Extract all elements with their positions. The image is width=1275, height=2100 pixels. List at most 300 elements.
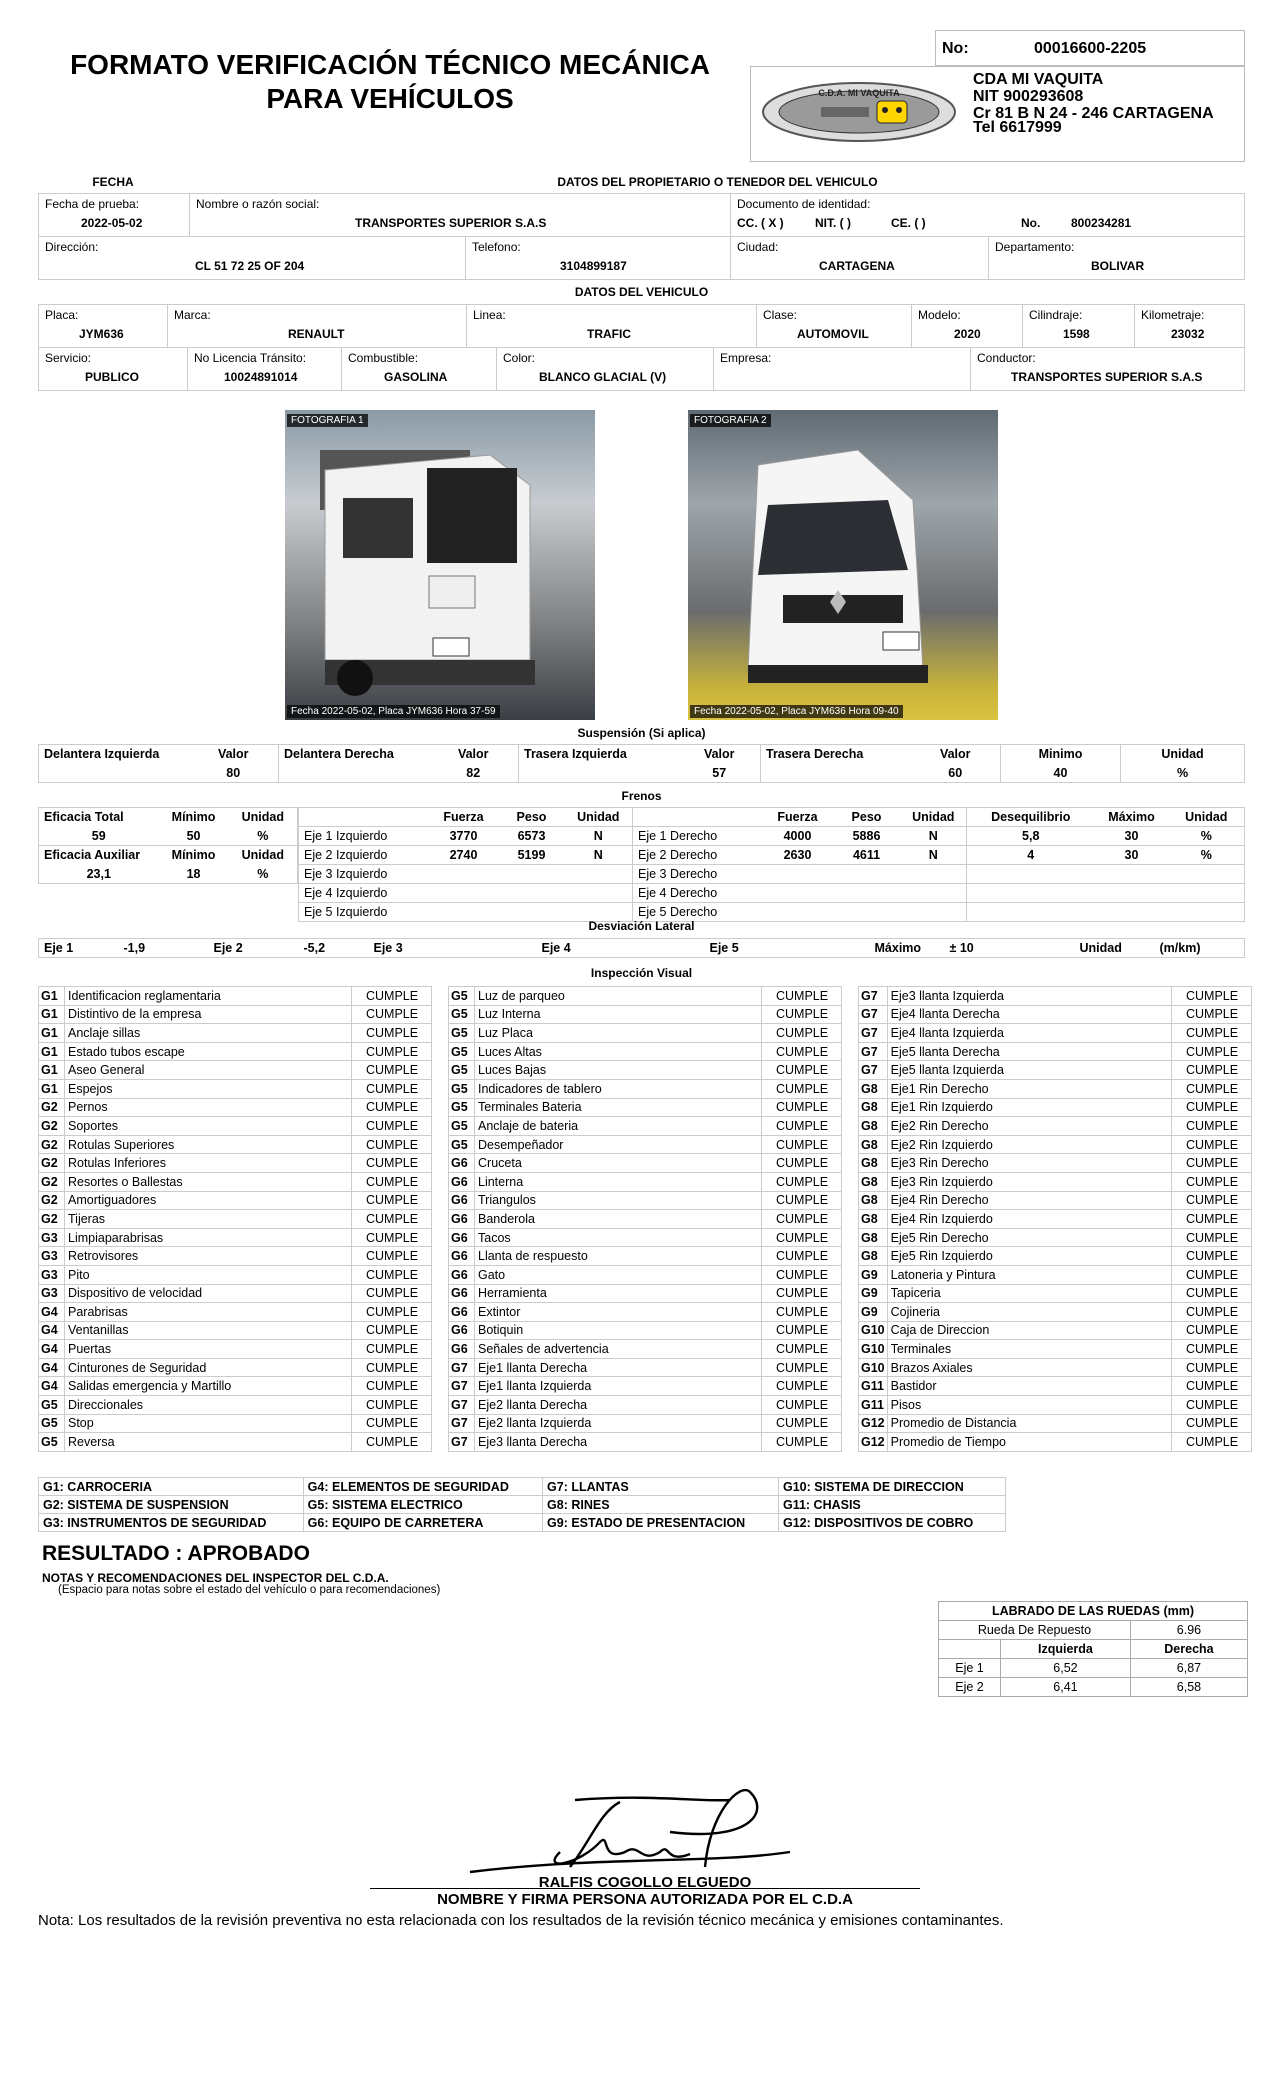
frenos-du-3 (901, 865, 967, 884)
inspeccion-row (859, 1396, 1252, 1415)
inspeccion-group: G5 (449, 1098, 475, 1117)
inspeccion-result: CUMPLE (762, 1191, 842, 1210)
inspeccion-item: Eje4 llanta Derecha (887, 1005, 1171, 1024)
inspeccion-item: Eje1 llanta Izquierda (475, 1377, 762, 1396)
frenos-if-1: 3770 (429, 827, 499, 846)
frenos-izq-3: Eje 3 Izquierdo (299, 865, 429, 884)
suspension-dd: 82 (429, 764, 519, 783)
inspeccion-item: Indicadores de tablero (475, 1079, 762, 1098)
frenos-du-4 (901, 884, 967, 903)
inspeccion-group: G12 (859, 1433, 888, 1452)
inspeccion-result: CUMPLE (1172, 1098, 1252, 1117)
firma-nombre: RALFIS COGOLLO ELGUEDO (538, 1874, 752, 1891)
inspeccion-result: CUMPLE (762, 1303, 842, 1322)
inspeccion-group: G7 (859, 1024, 888, 1043)
photo-2-tag: FOTOGRAFIA 2 (690, 414, 771, 427)
doc-no-label: No. (1021, 216, 1041, 230)
inspeccion-item: Pito (65, 1265, 352, 1284)
inspeccion-item: Gato (475, 1265, 762, 1284)
inspeccion-result: CUMPLE (1172, 1117, 1252, 1136)
inspeccion-item: Triangulos (475, 1191, 762, 1210)
cda-logo-text: C.D.A. MI VAQUITA (818, 88, 900, 98)
legend-item: G9: ESTADO DE PRESENTACION (543, 1514, 779, 1532)
labrado-table: LABRADO DE LAS RUEDAS (mm) Rueda De Repuesto 6.96 Izquierda Derecha Eje 1 6,52 6,87 Eje 2 6,41 6,58 (938, 1601, 1248, 1697)
inspeccion-group: G5 (449, 1079, 475, 1098)
frenos-ip-4 (499, 884, 565, 903)
inspeccion-group: G6 (449, 1210, 475, 1229)
frenos-if-3 (429, 865, 499, 884)
inspeccion-row (449, 1135, 842, 1154)
inspeccion-group: G7 (859, 1042, 888, 1061)
inspeccion-item: Anclaje de bateria (475, 1117, 762, 1136)
frenos-u-4 (1169, 884, 1245, 903)
inspeccion-result: CUMPLE (762, 1358, 842, 1377)
inspeccion-group: G7 (859, 1061, 888, 1080)
inspeccion-row (859, 1135, 1252, 1154)
frenos-row (299, 884, 1245, 903)
placa: JYM636 (79, 327, 124, 341)
frenos-if-4 (429, 884, 499, 903)
inspeccion-row (859, 987, 1252, 1006)
legend-row (39, 1514, 1006, 1532)
inspeccion-result: CUMPLE (352, 1358, 432, 1377)
inspeccion-row (449, 1340, 842, 1359)
inspeccion-item: Tapiceria (887, 1284, 1171, 1303)
inspeccion-result: CUMPLE (762, 1247, 842, 1266)
fecha-prueba: 2022-05-02 (81, 216, 143, 230)
inspeccion-group: G1 (39, 987, 65, 1006)
suspension-ti: 57 (679, 764, 761, 783)
inspeccion-row (39, 1377, 432, 1396)
inspeccion-result: CUMPLE (1172, 1061, 1252, 1080)
inspeccion-item: Terminales (887, 1340, 1171, 1359)
frenos-df-3 (763, 865, 833, 884)
doc-number-label: No: (942, 40, 969, 57)
empresa-cell: Empresa: (713, 347, 971, 391)
inspeccion-item: Espejos (65, 1079, 352, 1098)
inspeccion-row (859, 1228, 1252, 1247)
inspeccion-item: Eje2 Rin Izquierdo (887, 1135, 1171, 1154)
inspeccion-item: Luz Interna (475, 1005, 762, 1024)
inspeccion-item: Eje4 Rin Izquierdo (887, 1210, 1171, 1229)
legend-item: G2: SISTEMA DE SUSPENSION (39, 1496, 304, 1514)
inspeccion-result: CUMPLE (352, 1079, 432, 1098)
inspeccion-item: Bastidor (887, 1377, 1171, 1396)
inspeccion-group: G7 (449, 1414, 475, 1433)
inspeccion-group: G5 (449, 1024, 475, 1043)
inspeccion-row (449, 1321, 842, 1340)
servicio-cell: Servicio: PUBLICO (38, 347, 188, 391)
inspeccion-item: Eje5 llanta Derecha (887, 1042, 1171, 1061)
inspeccion-group: G8 (859, 1154, 888, 1173)
licencia: 10024891014 (224, 370, 298, 384)
inspeccion-item: Pernos (65, 1098, 352, 1117)
inspeccion-row (859, 1191, 1252, 1210)
resultado: RESULTADO : APROBADO (42, 1542, 310, 1565)
conductor: TRANSPORTES SUPERIOR S.A.S (1011, 370, 1203, 384)
inspeccion-result: CUMPLE (352, 1284, 432, 1303)
inspeccion-row (39, 1154, 432, 1173)
inspeccion-row (39, 1358, 432, 1377)
cilindraje-cell: Cilindraje: 1598 (1022, 304, 1135, 348)
inspeccion-result: CUMPLE (352, 1191, 432, 1210)
inspeccion-result: CUMPLE (1172, 1228, 1252, 1247)
inspeccion-result: CUMPLE (762, 1117, 842, 1136)
van-rear-icon (285, 410, 595, 720)
inspeccion-result: CUMPLE (352, 1172, 432, 1191)
inspeccion-group: G9 (859, 1265, 888, 1284)
inspeccion-result: CUMPLE (352, 1117, 432, 1136)
inspeccion-result: CUMPLE (1172, 1210, 1252, 1229)
frenos-ip-1: 6573 (499, 827, 565, 846)
legend-item: G7: LLANTAS (543, 1478, 779, 1496)
inspeccion-row (39, 1079, 432, 1098)
inspeccion-group: G8 (859, 1098, 888, 1117)
inspeccion-row (859, 1172, 1252, 1191)
documento-cell: Documento de identidad: CC. ( X ) NIT. ( ) CE. ( ) No. 800234281 (730, 193, 1245, 237)
combustible: GASOLINA (384, 370, 448, 384)
inspeccion-result: CUMPLE (1172, 1135, 1252, 1154)
suspension-td: 60 (911, 764, 1001, 783)
inspeccion-group: G3 (39, 1247, 65, 1266)
frenos-max-4 (1095, 884, 1169, 903)
eficacia-total-min: 50 (159, 827, 229, 846)
inspeccion-row (449, 1061, 842, 1080)
inspeccion-result: CUMPLE (762, 1024, 842, 1043)
inspeccion-row (449, 1117, 842, 1136)
inspeccion-item: Stop (65, 1414, 352, 1433)
inspeccion-item: Banderola (475, 1210, 762, 1229)
inspeccion-result: CUMPLE (1172, 1303, 1252, 1322)
inspeccion-item: Eje4 Rin Derecho (887, 1191, 1171, 1210)
inspeccion-group: G2 (39, 1117, 65, 1136)
inspeccion-result: CUMPLE (1172, 1358, 1252, 1377)
inspeccion-result: CUMPLE (762, 1098, 842, 1117)
inspeccion-result: CUMPLE (352, 1024, 432, 1043)
inspeccion-group: G11 (859, 1396, 888, 1415)
inspeccion-row (39, 1061, 432, 1080)
inspeccion-result: CUMPLE (762, 1433, 842, 1452)
inspeccion-item: Luz de parqueo (475, 987, 762, 1006)
inspeccion-group: G2 (39, 1191, 65, 1210)
doc-number-owner: 800234281 (1071, 216, 1132, 230)
inspeccion-row (859, 1414, 1252, 1433)
inspeccion-result: CUMPLE (762, 987, 842, 1006)
inspeccion-group: G2 (39, 1172, 65, 1191)
clase-cell: Clase: AUTOMOVIL (756, 304, 912, 348)
inspeccion-group: G8 (859, 1135, 888, 1154)
frenos-der-1: Eje 1 Derecho (633, 827, 763, 846)
inspeccion-result: CUMPLE (762, 1340, 842, 1359)
kilometraje-cell: Kilometraje: 23032 (1134, 304, 1245, 348)
inspeccion-group: G5 (449, 987, 475, 1006)
frenos-df-2: 2630 (763, 846, 833, 865)
inspeccion-item: Caja de Direccion (887, 1321, 1171, 1340)
inspeccion-result: CUMPLE (352, 1377, 432, 1396)
servicio: PUBLICO (85, 370, 139, 384)
inspeccion-group: G5 (39, 1433, 65, 1452)
desviacion-table: Eje 1 -1,9 Eje 2 -5,2 Eje 3 Eje 4 Eje 5 Máximo ± 10 Unidad (m/km) (38, 938, 1245, 958)
inspeccion-row (859, 1377, 1252, 1396)
eficacia-auxiliar: 23,1 (86, 866, 111, 881)
inspeccion-result: CUMPLE (352, 1433, 432, 1452)
inspeccion-result: CUMPLE (762, 1396, 842, 1415)
inspeccion-row (859, 1340, 1252, 1359)
frenos-row (299, 827, 1245, 846)
inspeccion-row (449, 1377, 842, 1396)
inspeccion-row (859, 1433, 1252, 1452)
inspeccion-result: CUMPLE (1172, 1265, 1252, 1284)
inspeccion-group: G2 (39, 1135, 65, 1154)
inspeccion-result: CUMPLE (1172, 1284, 1252, 1303)
frenos-u-3 (1169, 865, 1245, 884)
photo-1-tag: FOTOGRAFIA 1 (287, 414, 368, 427)
inspeccion-group: G8 (859, 1117, 888, 1136)
inspeccion-result: CUMPLE (762, 1135, 842, 1154)
frenos-ip-2: 5199 (499, 846, 565, 865)
inspeccion-item: Rotulas Superiores (65, 1135, 352, 1154)
inspeccion-row (39, 1414, 432, 1433)
frenos-iu-2: N (565, 846, 633, 865)
frenos-if-2: 2740 (429, 846, 499, 865)
inspeccion-group: G7 (449, 1433, 475, 1452)
frenos-izq-2: Eje 2 Izquierdo (299, 846, 429, 865)
inspeccion-result: CUMPLE (762, 1414, 842, 1433)
inspeccion-result: CUMPLE (1172, 1377, 1252, 1396)
eficacia-auxiliar-min: 18 (186, 866, 201, 881)
inspeccion-row (39, 1284, 432, 1303)
doc-number-box (935, 30, 1245, 66)
inspeccion-result: CUMPLE (352, 1228, 432, 1247)
grupos-legend (38, 1477, 1006, 1532)
inspeccion-row (39, 1005, 432, 1024)
inspeccion-group: G6 (449, 1191, 475, 1210)
inspeccion-group: G7 (449, 1377, 475, 1396)
inspeccion-item: Linterna (475, 1172, 762, 1191)
cda-address: Cr 81 B N 24 - 246 CARTAGENA (973, 105, 1214, 122)
inspeccion-result: CUMPLE (352, 1005, 432, 1024)
inspeccion-row (449, 1284, 842, 1303)
departamento-cell: Departamento: BOLIVAR (988, 236, 1245, 280)
inspeccion-group: G6 (449, 1247, 475, 1266)
inspeccion-group: G11 (859, 1377, 888, 1396)
placa-cell: Placa: JYM636 (38, 304, 168, 348)
frenos-max-2: 30 (1095, 846, 1169, 865)
inspeccion-item: Rotulas Inferiores (65, 1154, 352, 1173)
inspeccion-item: Herramienta (475, 1284, 762, 1303)
inspeccion-result: CUMPLE (762, 1154, 842, 1173)
inspeccion-col-3 (858, 986, 1252, 1452)
legend-item: G12: DISPOSITIVOS DE COBRO (778, 1514, 1005, 1532)
inspeccion-result: CUMPLE (762, 1005, 842, 1024)
inspeccion-item: Eje3 Rin Izquierdo (887, 1172, 1171, 1191)
color: BLANCO GLACIAL (V) (539, 370, 667, 384)
inspeccion-group: G3 (39, 1284, 65, 1303)
inspeccion-result: CUMPLE (352, 1303, 432, 1322)
page-title: FORMATO VERIFICACIÓN TÉCNICO MECÁNICA PARA VEHÍCULOS (70, 49, 710, 114)
legend-item: G11: CHASIS (778, 1496, 1005, 1514)
inspeccion-group: G9 (859, 1284, 888, 1303)
suspension-minimo: 40 (1001, 764, 1121, 783)
inspeccion-group: G8 (859, 1210, 888, 1229)
frenos-iu-3 (565, 865, 633, 884)
inspeccion-group: G6 (449, 1265, 475, 1284)
inspeccion-row (449, 1005, 842, 1024)
inspeccion-group: G5 (449, 1042, 475, 1061)
inspeccion-item: Puertas (65, 1340, 352, 1359)
vehiculo-header: DATOS DEL VEHICULO (574, 285, 709, 299)
frenos-izq-5: Eje 5 Izquierdo (299, 903, 429, 922)
inspeccion-result: CUMPLE (352, 1135, 432, 1154)
frenos-iu-4 (565, 884, 633, 903)
eficacia-table: Eficacia Total Mínimo Unidad 59 50 % Eficacia Auxiliar Mínimo Unidad 23,1 18 % (38, 807, 298, 884)
inspeccion-item: Brazos Axiales (887, 1358, 1171, 1377)
inspeccion-row (859, 1303, 1252, 1322)
inspeccion-item: Pisos (887, 1396, 1171, 1415)
inspeccion-result: CUMPLE (352, 1396, 432, 1415)
inspeccion-item: Luces Altas (475, 1042, 762, 1061)
propietario-header: DATOS DEL PROPIETARIO O TENEDOR DEL VEHICULO (557, 175, 878, 189)
inspeccion-item: Eje2 Rin Derecho (887, 1117, 1171, 1136)
inspeccion-group: G7 (449, 1396, 475, 1415)
inspeccion-item: Botiquin (475, 1321, 762, 1340)
marca: RENAULT (288, 327, 345, 341)
inspeccion-group: G10 (859, 1340, 888, 1359)
inspeccion-row (39, 1340, 432, 1359)
inspeccion-row (859, 1042, 1252, 1061)
ciudad: CARTAGENA (819, 259, 895, 273)
inspeccion-group: G5 (449, 1117, 475, 1136)
inspeccion-item: Cojineria (887, 1303, 1171, 1322)
doc-number: 00016600-2205 (1034, 40, 1147, 57)
modelo-cell: Modelo: 2020 (911, 304, 1023, 348)
departamento: BOLIVAR (1091, 259, 1145, 273)
inspeccion-item: Llanta de respuesto (475, 1247, 762, 1266)
licencia-cell: No Licencia Tránsito: 10024891014 (187, 347, 342, 391)
inspeccion-result: CUMPLE (1172, 1321, 1252, 1340)
legend-item: G4: ELEMENTOS DE SEGURIDAD (303, 1478, 542, 1496)
inspeccion-result: CUMPLE (352, 1061, 432, 1080)
frenos-iu-1: N (565, 827, 633, 846)
inspeccion-group: G8 (859, 1079, 888, 1098)
frenos-deseq-3 (967, 865, 1095, 884)
inspeccion-result: CUMPLE (1172, 1247, 1252, 1266)
frenos-der-4: Eje 4 Derecho (633, 884, 763, 903)
fecha-prueba-cell: Fecha de prueba: 2022-05-02 (38, 193, 190, 237)
inspeccion-item: Dispositivo de velocidad (65, 1284, 352, 1303)
inspeccion-item: Retrovisores (65, 1247, 352, 1266)
color-cell: Color: BLANCO GLACIAL (V) (496, 347, 714, 391)
inspeccion-row (859, 1061, 1252, 1080)
inspeccion-group: G2 (39, 1098, 65, 1117)
inspeccion-item: Distintivo de la empresa (65, 1005, 352, 1024)
frenos-der-5: Eje 5 Derecho (633, 903, 763, 922)
inspeccion-row (39, 1117, 432, 1136)
desviacion-max: ± 10 (949, 941, 974, 955)
frenos-ejes-table: Fuerza Peso Unidad Fuerza Peso Unidad Desequilibrio Máximo Unidad Eje 1 Izquierdo 3770 6573 N Eje 1 Derecho 4000 5886 N 5,8 30 % Eje 2 Izquierdo 2740 5199 N Eje 2 Derecho 2630 4611 N 4 30 % Eje 3 Izquierdo Eje 3 Derecho Eje 4 Izquierdo Eje 4 Derecho Eje 5 Izquierdo Eje 5 Derecho (298, 807, 1245, 922)
frenos-ip-3 (499, 865, 565, 884)
inspeccion-row (449, 1414, 842, 1433)
inspeccion-group: G7 (859, 987, 888, 1006)
inspeccion-row (39, 1303, 432, 1322)
inspeccion-result: CUMPLE (762, 1061, 842, 1080)
inspeccion-group: G6 (449, 1340, 475, 1359)
inspeccion-group: G6 (449, 1303, 475, 1322)
frenos-max-3 (1095, 865, 1169, 884)
desviacion-header: Desviación Lateral (588, 919, 695, 933)
inspeccion-row (39, 1265, 432, 1284)
inspeccion-group: G7 (449, 1358, 475, 1377)
inspeccion-item: Promedio de Tiempo (887, 1433, 1171, 1452)
inspeccion-group: G8 (859, 1247, 888, 1266)
inspeccion-row (859, 1265, 1252, 1284)
inspeccion-result: CUMPLE (762, 1079, 842, 1098)
cilindraje: 1598 (1063, 327, 1090, 341)
inspeccion-row (449, 1228, 842, 1247)
inspeccion-row (859, 1024, 1252, 1043)
inspeccion-result: CUMPLE (1172, 1340, 1252, 1359)
inspeccion-group: G1 (39, 1005, 65, 1024)
inspeccion-group: G1 (39, 1079, 65, 1098)
inspeccion-item: Eje3 Rin Derecho (887, 1154, 1171, 1173)
frenos-dp-2: 4611 (833, 846, 901, 865)
inspeccion-row (39, 1228, 432, 1247)
inspeccion-item: Tacos (475, 1228, 762, 1247)
inspeccion-item: Identificacion reglamentaria (65, 987, 352, 1006)
inspeccion-group: G4 (39, 1321, 65, 1340)
frenos-dp-4 (833, 884, 901, 903)
inspeccion-item: Eje2 llanta Derecha (475, 1396, 762, 1415)
inspeccion-result: CUMPLE (352, 1414, 432, 1433)
frenos-izq-4: Eje 4 Izquierdo (299, 884, 429, 903)
inspeccion-result: CUMPLE (1172, 1005, 1252, 1024)
inspeccion-row (449, 1433, 842, 1452)
inspeccion-row (39, 1135, 432, 1154)
inspeccion-row (39, 1321, 432, 1340)
inspeccion-result: CUMPLE (762, 1265, 842, 1284)
inspeccion-item: Salidas emergencia y Martillo (65, 1377, 352, 1396)
inspeccion-row (449, 1042, 842, 1061)
inspeccion-group: G8 (859, 1191, 888, 1210)
telefono: 3104899187 (560, 259, 627, 273)
inspeccion-row (39, 1433, 432, 1452)
inspeccion-item: Cinturones de Seguridad (65, 1358, 352, 1377)
inspeccion-row (449, 1191, 842, 1210)
frenos-du-1: N (901, 827, 967, 846)
inspeccion-group: G9 (859, 1303, 888, 1322)
firma-cargo: NOMBRE Y FIRMA PERSONA AUTORIZADA POR EL C.D.A (437, 1891, 853, 1908)
frenos-der-2: Eje 2 Derecho (633, 846, 763, 865)
frenos-max-1: 30 (1095, 827, 1169, 846)
desviacion-eje2: -5,2 (303, 941, 326, 955)
photo-rear (285, 410, 595, 720)
inspeccion-row (39, 1247, 432, 1266)
inspeccion-header: Inspección Visual (590, 966, 693, 980)
inspeccion-row (449, 1154, 842, 1173)
photo-1-stamp: Fecha 2022-05-02, Placa JYM636 Hora 37-59 (287, 705, 500, 718)
frenos-izq-1: Eje 1 Izquierdo (299, 827, 429, 846)
kilometraje: 23032 (1171, 327, 1205, 341)
frenos-deseq-1: 5,8 (967, 827, 1095, 846)
frenos-dp-3 (833, 865, 901, 884)
doc-ce: CE. ( ) (891, 216, 926, 230)
inspeccion-group: G5 (39, 1396, 65, 1415)
nombre-razon-social: TRANSPORTES SUPERIOR S.A.S (355, 216, 547, 230)
suspension-table: Delantera Izquierda Valor Delantera Derecha Valor Trasera Izquierda Valor Trasera Derecha Valor Minimo Unidad 80 82 57 60 40 % (38, 744, 1245, 783)
legend-item: G5: SISTEMA ELECTRICO (303, 1496, 542, 1514)
inspeccion-item: Eje5 Rin Izquierdo (887, 1247, 1171, 1266)
notas-title: NOTAS Y RECOMENDACIONES DEL INSPECTOR DEL C.D.A. (42, 1571, 389, 1585)
